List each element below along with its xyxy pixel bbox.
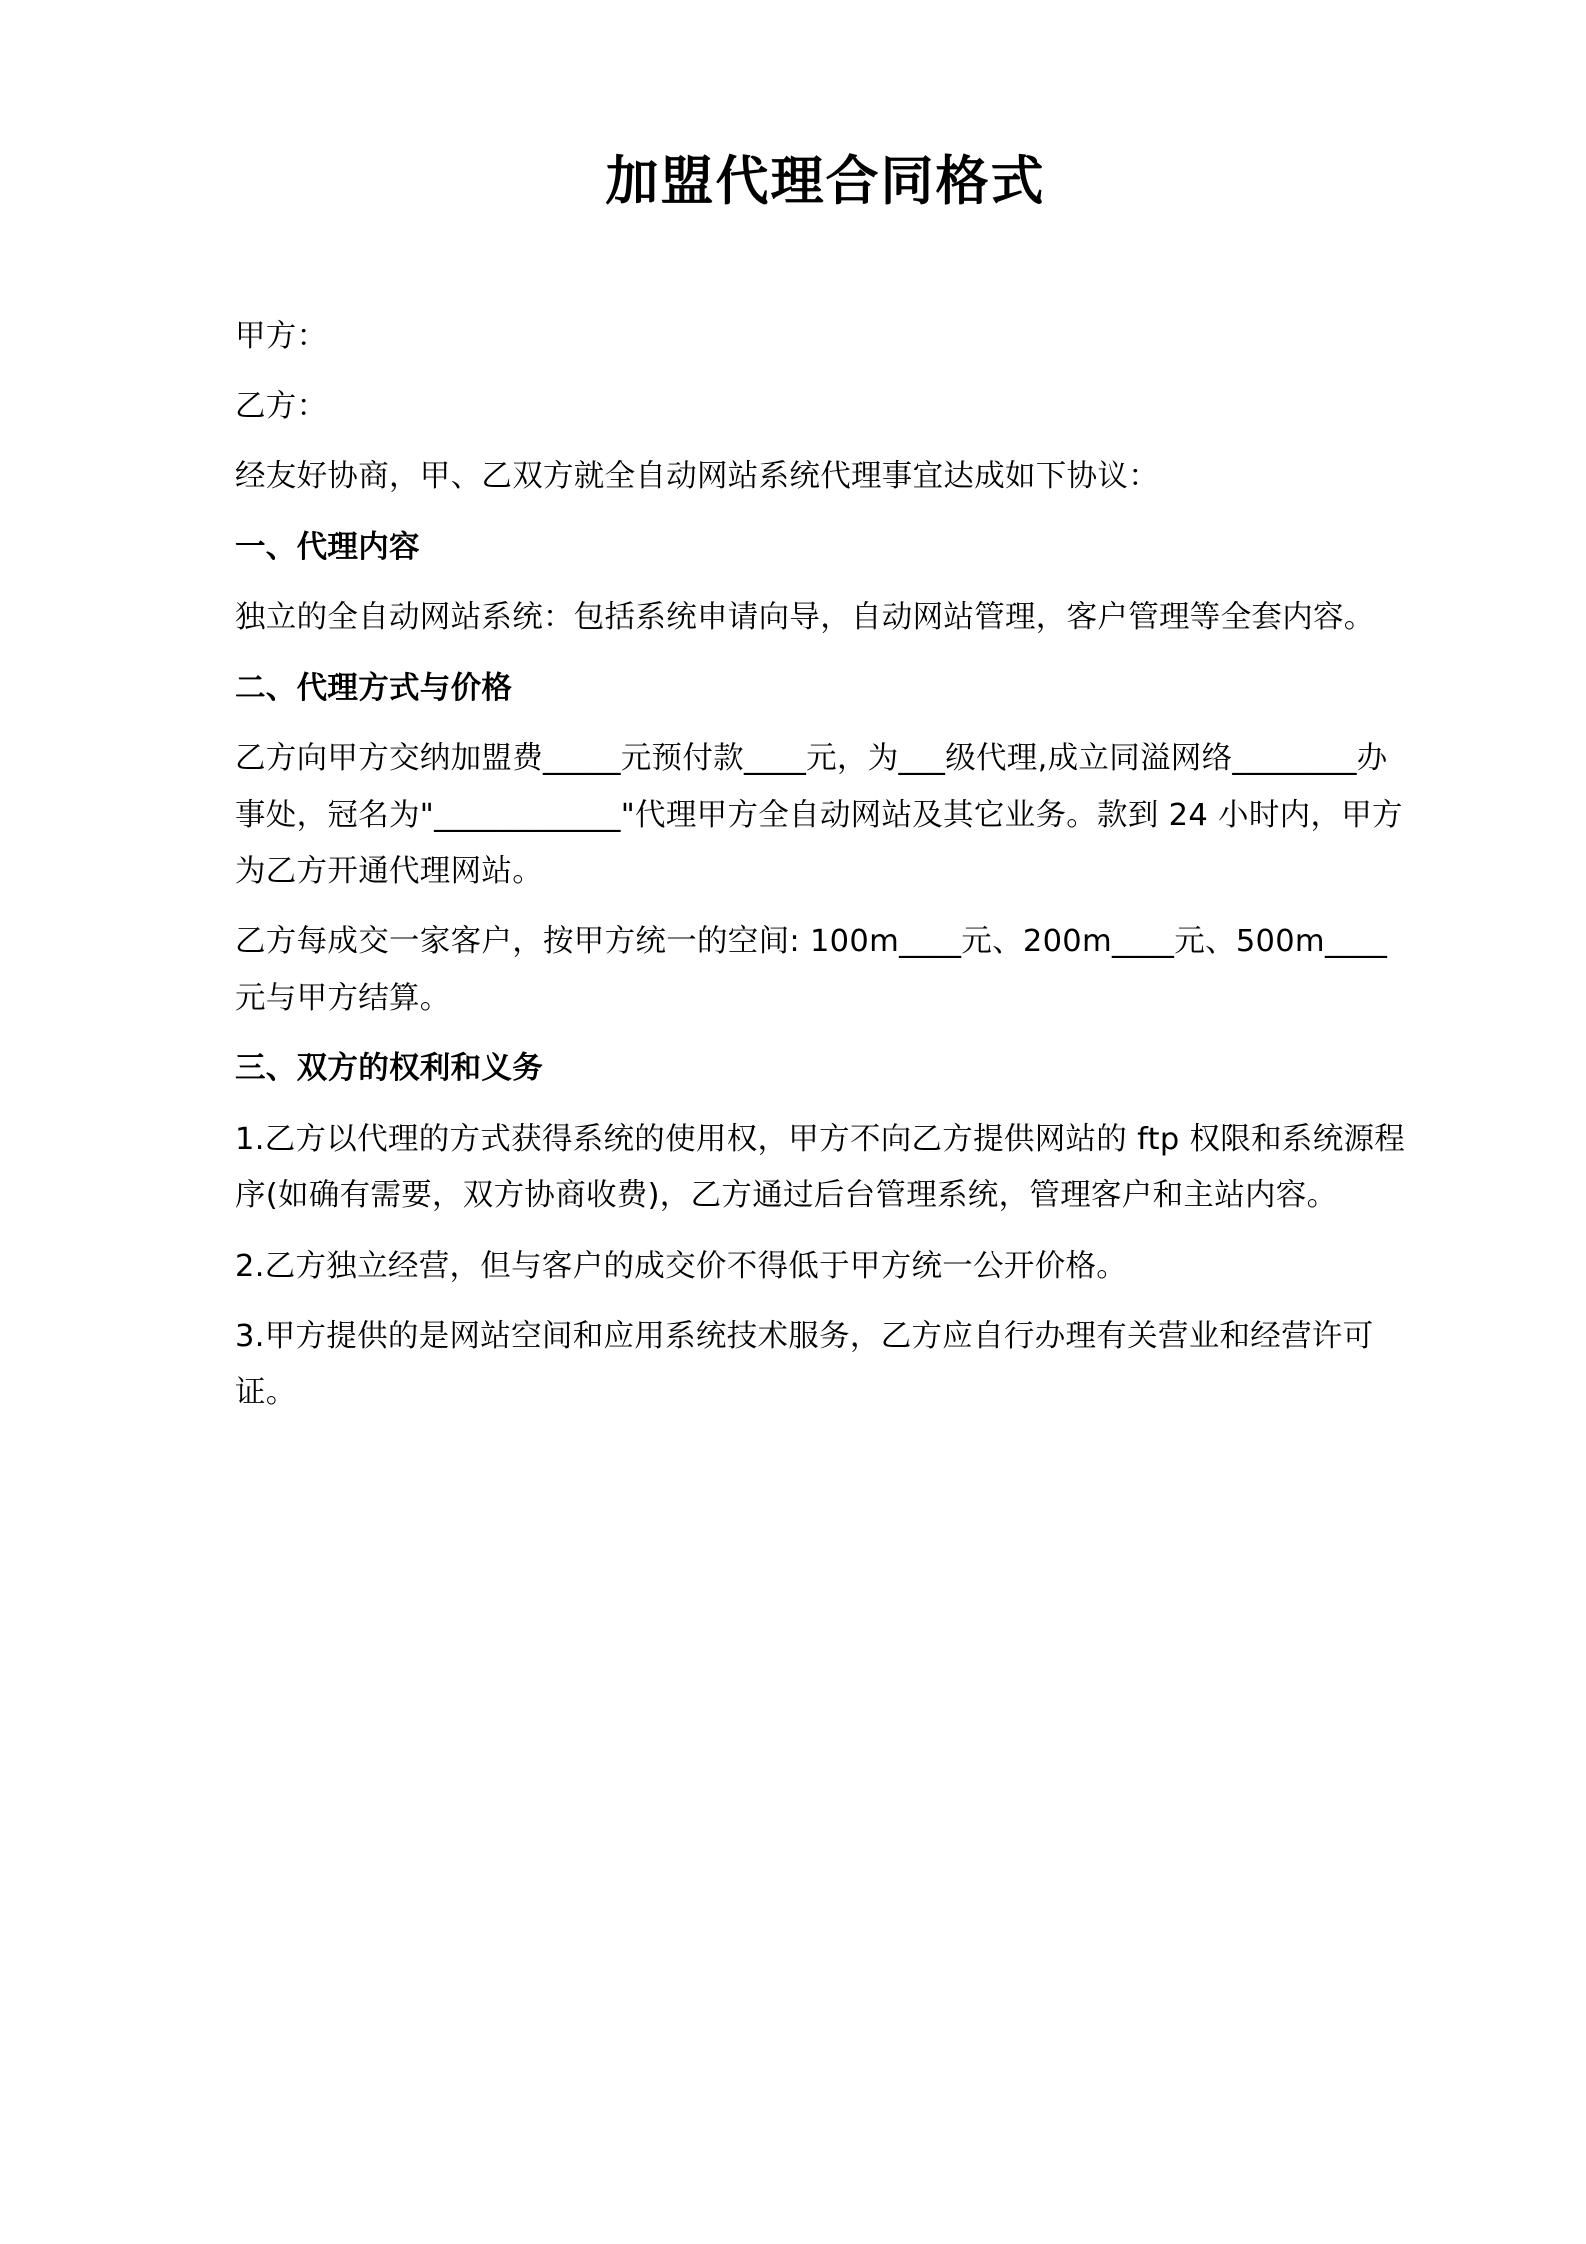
paragraph: 乙方：	[235, 389, 328, 425]
section-heading: 一、代理内容	[235, 529, 420, 565]
paragraph: 2.乙方独立经营，但与客户的成交价不得低于甲方统一公开价格。	[235, 1248, 1128, 1284]
section-heading: 三、双方的权利和义务	[235, 1051, 543, 1087]
paragraph: 经友好协商，甲、乙双方就全自动网站系统代理事宜达成如下协议：	[235, 459, 1159, 495]
paragraph: 独立的全自动网站系统：包括系统申请向导，自动网站管理，客户管理等全套内容。	[235, 600, 1375, 636]
paragraph: 1.乙方以代理的方式获得系统的使用权，甲方不向乙方提供网站的 ftp 权限和系统源程序(如确有需要，双方协商收费)，乙方通过后台管理系统，管理客户和主站内容。	[235, 1121, 1406, 1214]
paragraph: 乙方向甲方交纳加盟费_____元预付款____元，为___级代理,成立同溢网络________办事处，冠名为"____________"代理甲方全自动网站及其它业务。款到 24 小时内，甲方为乙方开通代理网站。	[235, 741, 1403, 889]
paragraph: 乙方每成交一家客户，按甲方统一的空间: 100m____元、200m____元、500m____元与甲方结算。	[235, 924, 1388, 1016]
paragraph: 3.甲方提供的是网站空间和应用系统技术服务，乙方应自行办理有关营业和经营许可证。	[235, 1318, 1374, 1411]
paragraph: 甲方：	[235, 318, 328, 354]
page-title: 加盟代理合同格式	[605, 151, 1046, 212]
section-heading: 二、代理方式与价格	[235, 670, 513, 706]
document-body	[235, 309, 1416, 1422]
